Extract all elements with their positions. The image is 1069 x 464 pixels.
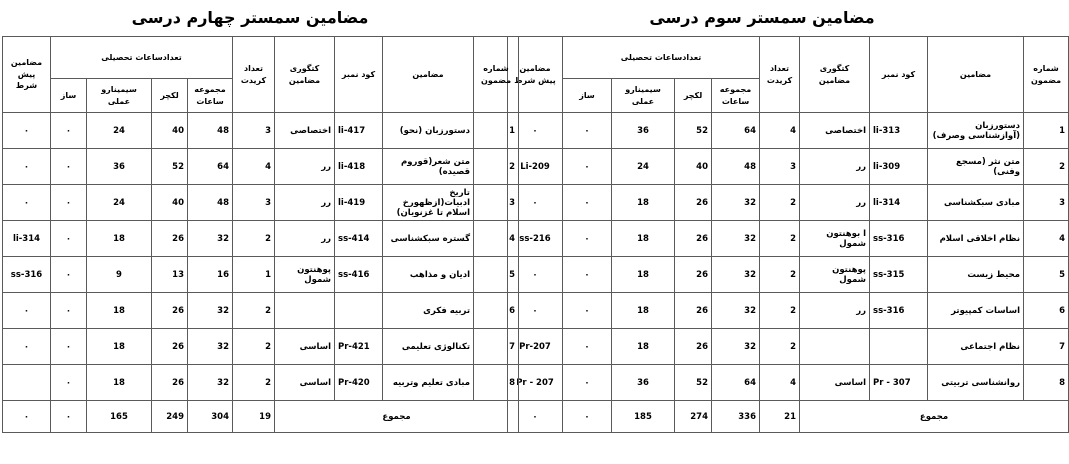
table-row: [508, 221, 1069, 257]
total-row: [508, 401, 1069, 433]
cell-total-hours: 32: [188, 293, 233, 329]
cell-prerequisite: Li-209: [508, 149, 563, 185]
cell-number: 1: [474, 113, 519, 149]
cell-saz: ۰: [51, 365, 87, 401]
cell-code: ss-315: [870, 257, 928, 293]
table-row: [508, 293, 1069, 329]
cell-seminar: 18: [87, 293, 152, 329]
cell-total-hours: 48: [188, 113, 233, 149]
table-row: [3, 113, 519, 149]
cell-subject: نظام اخلاقی اسلام: [928, 221, 1024, 257]
cell-number: 4: [474, 221, 519, 257]
cell-seminar: 18: [612, 257, 675, 293]
cell-code: ss-316: [870, 293, 928, 329]
cell-total-hours: 16: [188, 257, 233, 293]
cell-seminar: 18: [612, 221, 675, 257]
cell-category: اساسی: [275, 365, 335, 401]
table-row: [508, 329, 1069, 365]
cell-number: 4: [1024, 221, 1069, 257]
cell-code: Pr-420: [335, 365, 383, 401]
cell-subject: مبادی سبکشناسی: [928, 185, 1024, 221]
cell-prerequisite: ۰: [3, 329, 51, 365]
cell-total-hours: 48: [188, 185, 233, 221]
cell-saz: ۰: [563, 365, 612, 401]
cell-saz: ۰: [563, 329, 612, 365]
cell-credit: 2: [233, 293, 275, 329]
cell-code: li-418: [335, 149, 383, 185]
col-header-number: شماره مضمون: [474, 37, 519, 113]
cell-total-hours: 32: [712, 185, 760, 221]
cell-seminar: 24: [87, 185, 152, 221]
table-row: [508, 365, 1069, 401]
cell-category: رر: [275, 185, 335, 221]
cell-lecture: 26: [675, 185, 712, 221]
cell-subject: نظام اجتماعی: [928, 329, 1024, 365]
table-row: [3, 365, 519, 401]
cell-prerequisite: li-314: [3, 221, 51, 257]
cell-subject: متن نثر (مسجع وفنی): [928, 149, 1024, 185]
cell-prerequisite: ss-216: [508, 221, 563, 257]
cell-total-hours: 32: [712, 293, 760, 329]
table-row: [508, 149, 1069, 185]
total-label: مجموع: [275, 401, 519, 433]
cell-code: [870, 329, 928, 365]
cell-seminar: 18: [87, 221, 152, 257]
cell-seminar: 18: [612, 329, 675, 365]
cell-category: رر: [800, 149, 870, 185]
cell-lecture: 40: [152, 185, 188, 221]
cell-credit: 3: [233, 113, 275, 149]
cell-number: 7: [474, 329, 519, 365]
semester-3-title: مضامین سمستر سوم درسی: [649, 8, 875, 27]
cell-saz: ۰: [51, 221, 87, 257]
cell-subject: ادیان و مذاهب: [383, 257, 474, 293]
col-header-subject: مضامین: [383, 37, 474, 113]
cell-seminar: 18: [87, 365, 152, 401]
cell-number: 5: [474, 257, 519, 293]
cell-subject: روانشناسی تربیتی: [928, 365, 1024, 401]
cell-credit: 3: [760, 149, 800, 185]
cell-lecture: 26: [675, 257, 712, 293]
table-row: [3, 185, 519, 221]
cell-lecture: 40: [675, 149, 712, 185]
cell-saz: ۰: [51, 149, 87, 185]
col-header-prerequisite: مضامین پیش شرط: [3, 37, 51, 113]
col-header-category: کتگوری مضامین: [800, 37, 870, 113]
cell-code: ss-316: [870, 221, 928, 257]
cell-prerequisite: ۰: [508, 257, 563, 293]
total-prerequisite: ۰: [508, 401, 563, 433]
cell-credit: 2: [233, 365, 275, 401]
cell-lecture: 26: [675, 221, 712, 257]
cell-category: ا بوهنتون شمول: [800, 221, 870, 257]
col-header-credit: تعداد کریدت: [760, 37, 800, 113]
cell-subject: دستورزبان (نحو): [383, 113, 474, 149]
cell-lecture: 26: [675, 329, 712, 365]
cell-total-hours: 64: [188, 149, 233, 185]
cell-subject: دستورزبان (آوازشناسی وصرف): [928, 113, 1024, 149]
cell-code: li-314: [870, 185, 928, 221]
cell-saz: ۰: [563, 185, 612, 221]
cell-subject: گستره سبکشناسی: [383, 221, 474, 257]
total-row: [3, 401, 519, 433]
cell-prerequisite: ۰: [508, 113, 563, 149]
cell-total-hours: 64: [712, 365, 760, 401]
total-lecture: 249: [152, 401, 188, 433]
cell-credit: 2: [760, 329, 800, 365]
col-header-total-hours: مجموعه ساعات: [712, 79, 760, 113]
col-header-total-hours: مجموعه ساعات: [188, 79, 233, 113]
col-header-subject: مضامین: [928, 37, 1024, 113]
cell-total-hours: 32: [712, 257, 760, 293]
cell-saz: ۰: [51, 257, 87, 293]
cell-prerequisite: ۰: [3, 113, 51, 149]
col-header-saz: ساز: [51, 79, 87, 113]
cell-seminar: 36: [612, 365, 675, 401]
semester-4-title: مضامین سمستر چهارم درسی: [131, 8, 369, 27]
cell-saz: ۰: [563, 149, 612, 185]
cell-number: 8: [474, 365, 519, 401]
cell-seminar: 18: [612, 293, 675, 329]
cell-code: li-309: [870, 149, 928, 185]
cell-category: اساسی: [275, 329, 335, 365]
cell-prerequisite: Pr - 207: [508, 365, 563, 401]
cell-prerequisite: ss-316: [3, 257, 51, 293]
cell-code: [335, 293, 383, 329]
cell-number: 7: [1024, 329, 1069, 365]
table-row: [3, 293, 519, 329]
cell-total-hours: 32: [188, 365, 233, 401]
cell-code: ss-414: [335, 221, 383, 257]
cell-prerequisite: ۰: [508, 185, 563, 221]
total-prerequisite: ۰: [3, 401, 51, 433]
cell-category: اختصاصی: [800, 113, 870, 149]
cell-prerequisite: Pr-207: [508, 329, 563, 365]
cell-credit: 1: [233, 257, 275, 293]
col-header-credit: تعداد کریدت: [233, 37, 275, 113]
col-header-seminar: سیمینارو عملی: [87, 79, 152, 113]
cell-lecture: 13: [152, 257, 188, 293]
cell-category: اساسی: [800, 365, 870, 401]
col-header-code: کود نمبر: [335, 37, 383, 113]
cell-category: [275, 293, 335, 329]
cell-saz: ۰: [51, 113, 87, 149]
cell-code: li-419: [335, 185, 383, 221]
cell-lecture: 26: [152, 365, 188, 401]
cell-total-hours: 64: [712, 113, 760, 149]
cell-lecture: 26: [152, 329, 188, 365]
cell-credit: 2: [760, 257, 800, 293]
cell-saz: ۰: [51, 329, 87, 365]
cell-seminar: 24: [612, 149, 675, 185]
cell-credit: 2: [760, 185, 800, 221]
col-header-seminar: سیمینارو عملی: [612, 79, 675, 113]
cell-prerequisite: [3, 365, 51, 401]
cell-seminar: 24: [87, 113, 152, 149]
cell-category: [800, 329, 870, 365]
col-header-study-hours: تعدادساعات تحصیلی: [51, 37, 233, 79]
cell-seminar: 18: [612, 185, 675, 221]
cell-number: 3: [1024, 185, 1069, 221]
cell-category: رر: [800, 293, 870, 329]
table-row: [508, 113, 1069, 149]
col-header-category: کتگوری مضامین: [275, 37, 335, 113]
cell-code: ss-416: [335, 257, 383, 293]
cell-seminar: 36: [612, 113, 675, 149]
cell-credit: 4: [760, 113, 800, 149]
cell-lecture: 52: [675, 113, 712, 149]
cell-lecture: 26: [152, 293, 188, 329]
cell-category: رر: [800, 185, 870, 221]
cell-category: پوهنتون شمول: [275, 257, 335, 293]
cell-category: رر: [275, 149, 335, 185]
cell-number: 6: [1024, 293, 1069, 329]
cell-lecture: 26: [675, 293, 712, 329]
cell-lecture: 52: [152, 149, 188, 185]
cell-saz: ۰: [563, 221, 612, 257]
total-label: مجموع: [800, 401, 1069, 433]
total-seminar: 165: [87, 401, 152, 433]
cell-subject: مبادی تعلیم وتربیه: [383, 365, 474, 401]
cell-code: Pr - 307: [870, 365, 928, 401]
cell-subject: محیط زیست: [928, 257, 1024, 293]
cell-saz: ۰: [563, 293, 612, 329]
cell-number: 2: [474, 149, 519, 185]
cell-prerequisite: ۰: [3, 185, 51, 221]
semester-4-table: [2, 36, 519, 433]
cell-lecture: 40: [152, 113, 188, 149]
header-row: [3, 37, 519, 79]
total-seminar: 185: [612, 401, 675, 433]
cell-total-hours: 48: [712, 149, 760, 185]
cell-subject: تربیه فکری: [383, 293, 474, 329]
col-header-lecture: لکچر: [675, 79, 712, 113]
cell-seminar: 9: [87, 257, 152, 293]
cell-subject: متن شعر(قوروم قصیده): [383, 149, 474, 185]
cell-prerequisite: ۰: [508, 293, 563, 329]
cell-number: 8: [1024, 365, 1069, 401]
col-header-lecture: لکچر: [152, 79, 188, 113]
cell-credit: 4: [760, 365, 800, 401]
total-lecture: 274: [675, 401, 712, 433]
cell-subject: اساسات کمپیوتر: [928, 293, 1024, 329]
cell-saz: ۰: [51, 293, 87, 329]
cell-number: 3: [474, 185, 519, 221]
cell-subject: تکنالوژی تعلیمی: [383, 329, 474, 365]
cell-lecture: 26: [152, 221, 188, 257]
col-header-prerequisite: مضامین پیش شرط: [508, 37, 563, 113]
semester-3-table: [507, 36, 1069, 433]
col-header-code: کود نمبر: [870, 37, 928, 113]
cell-prerequisite: ۰: [3, 293, 51, 329]
cell-saz: ۰: [563, 113, 612, 149]
cell-total-hours: 32: [712, 329, 760, 365]
total-hours: 336: [712, 401, 760, 433]
cell-lecture: 52: [675, 365, 712, 401]
total-saz: ۰: [51, 401, 87, 433]
cell-code: li-417: [335, 113, 383, 149]
table-row: [508, 257, 1069, 293]
cell-number: 1: [1024, 113, 1069, 149]
total-credit: 19: [233, 401, 275, 433]
cell-category: رر: [275, 221, 335, 257]
cell-code: li-313: [870, 113, 928, 149]
cell-credit: 2: [233, 329, 275, 365]
cell-seminar: 36: [87, 149, 152, 185]
cell-credit: 4: [233, 149, 275, 185]
cell-category: پوهنتون شمول: [800, 257, 870, 293]
header-row: [508, 37, 1069, 79]
cell-number: 2: [1024, 149, 1069, 185]
cell-prerequisite: ۰: [3, 149, 51, 185]
cell-saz: ۰: [51, 185, 87, 221]
total-saz: ۰: [563, 401, 612, 433]
cell-credit: 2: [760, 293, 800, 329]
table-row: [3, 149, 519, 185]
col-header-study-hours: تعدادساعات تحصیلی: [563, 37, 760, 79]
cell-seminar: 18: [87, 329, 152, 365]
cell-total-hours: 32: [712, 221, 760, 257]
table-row: [3, 257, 519, 293]
cell-saz: ۰: [563, 257, 612, 293]
cell-credit: 2: [233, 221, 275, 257]
cell-category: اختصاصی: [275, 113, 335, 149]
col-header-number: شماره مضمون: [1024, 37, 1069, 113]
total-hours: 304: [188, 401, 233, 433]
cell-total-hours: 32: [188, 221, 233, 257]
table-row: [3, 221, 519, 257]
table-row: [3, 329, 519, 365]
cell-number: 5: [1024, 257, 1069, 293]
cell-credit: 2: [760, 221, 800, 257]
cell-subject: تاریخ ادبیات(ازظهورخ اسلام تا غزنویان): [383, 185, 474, 221]
table-row: [508, 185, 1069, 221]
cell-credit: 3: [233, 185, 275, 221]
total-credit: 21: [760, 401, 800, 433]
col-header-saz: ساز: [563, 79, 612, 113]
cell-total-hours: 32: [188, 329, 233, 365]
cell-code: Pr-421: [335, 329, 383, 365]
cell-number: 6: [474, 293, 519, 329]
